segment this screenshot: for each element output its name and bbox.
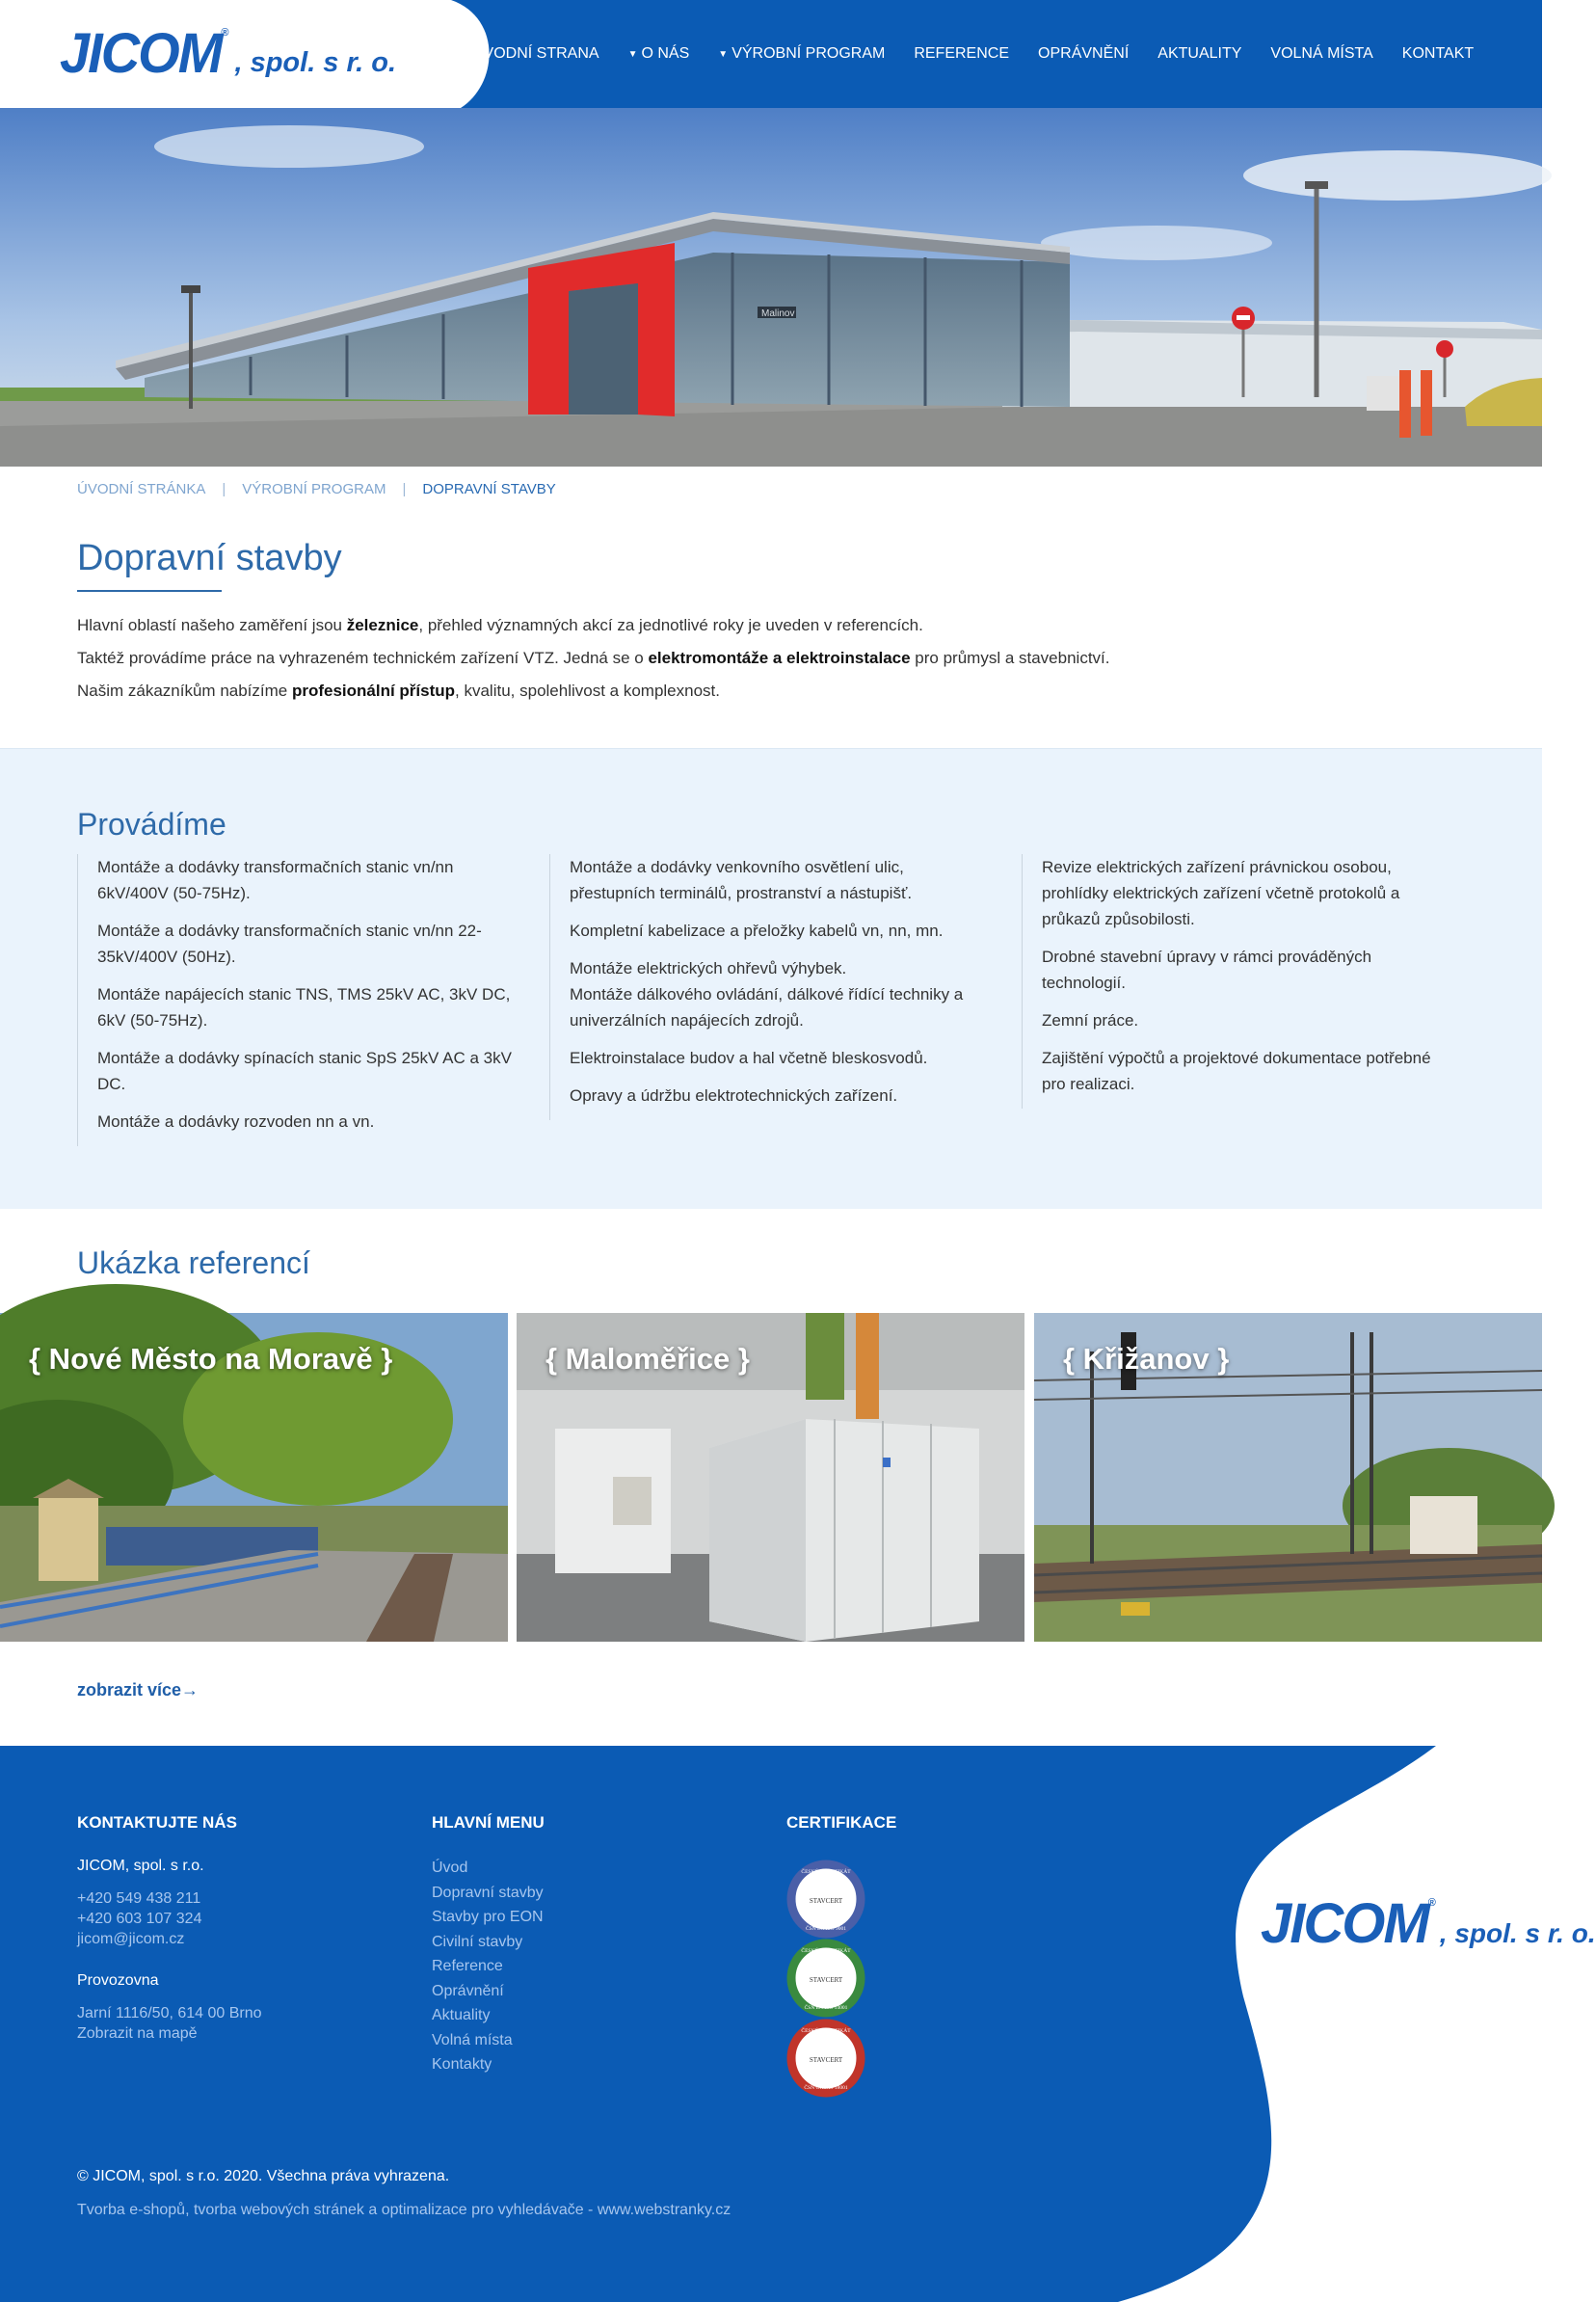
- top-navigation-bar: [0, 0, 1542, 108]
- footer-menu-item[interactable]: Civilní stavby: [432, 1933, 523, 1950]
- svg-text:ČESKÝ CERTIFIKÁT: ČESKÝ CERTIFIKÁT: [801, 2028, 851, 2034]
- service-item: Zemní práce.: [1042, 1011, 1139, 1030]
- title-underline: [77, 590, 222, 592]
- intro-text: [77, 609, 1426, 708]
- service-item: Kompletní kabelizace a přeložky kabelů vn, nn, mn.: [570, 922, 944, 940]
- service-item: Montáže a dodávky venkovního osvětlení ulic, přestupních terminálů, prostranství a nástupišť.: [570, 858, 913, 902]
- footer-email-link[interactable]: jicom@jicom.cz: [77, 1931, 185, 1947]
- services-section: [0, 748, 1542, 1209]
- breadcrumb-vyrobni-program[interactable]: VÝROBNÍ PROGRAM: [242, 481, 386, 497]
- service-item: Montáže a dodávky transformačních stanic vn/nn 6kV/400V (50-75Hz).: [97, 858, 454, 902]
- footer-menu-item[interactable]: Dopravní stavby: [432, 1884, 544, 1901]
- footer-logo: JICOM®, spol. s r. o.: [1261, 1892, 1596, 1955]
- reference-label: { Nové Město na Moravě }: [29, 1342, 393, 1376]
- nav-item-opravneni[interactable]: OPRÁVNĚNÍ: [1038, 45, 1130, 62]
- nav-item-uvodni-strana[interactable]: ÚVODNÍ STRANA: [472, 45, 599, 62]
- services-column-3: [1022, 854, 1475, 1109]
- intro-line: Hlavní oblastí našeho zaměření jsou železnice, přehled významných akcí za jednotlivé roky je uveden v referencích.: [77, 616, 923, 634]
- caret-down-icon: ▼: [718, 48, 729, 60]
- nav-item-vyrobni-program[interactable]: ▼ VÝROBNÍ PROGRAM: [718, 45, 886, 62]
- breadcrumb-separator: |: [402, 481, 407, 497]
- ohsas-18001-cert-badge: [786, 2019, 865, 2098]
- references-title: Ukázka referencí: [77, 1245, 310, 1280]
- page-title: Dopravní stavby: [77, 538, 342, 578]
- main-nav: [472, 0, 1503, 108]
- footer-map-link[interactable]: Zobrazit na mapě: [77, 2025, 198, 2042]
- footer-address: Jarní 1116/50, 614 00 Brno: [77, 2005, 262, 2021]
- reference-card-krizanov[interactable]: [1034, 1313, 1542, 1642]
- footer-menu-item[interactable]: Oprávnění: [432, 1982, 504, 1999]
- service-item: Montáže elektrických ohřevů výhybek. Montáže dálkového ovládání, dálkové řídící techniky a univerzálních napájecích zdrojů.: [570, 959, 964, 1030]
- svg-text:STAVCERT: STAVCERT: [809, 2056, 843, 2064]
- services-column-1: [77, 854, 530, 1146]
- footer-menu-item[interactable]: Aktuality: [432, 2007, 491, 2023]
- footer-menu-heading: HLAVNÍ MENU: [432, 1813, 545, 1832]
- footer-menu-item[interactable]: Úvod: [432, 1860, 468, 1876]
- nav-item-reference[interactable]: REFERENCE: [914, 45, 1010, 62]
- service-item: Montáže napájecích stanic TNS, TMS 25kV AC, 3kV DC, 6kV (50-75Hz).: [97, 985, 511, 1030]
- breadcrumb-home[interactable]: ÚVODNÍ STRÁNKA: [77, 481, 206, 497]
- nav-item-kontakt[interactable]: KONTAKT: [1401, 45, 1475, 62]
- breadcrumb-separator: |: [222, 481, 226, 497]
- service-item: Montáže a dodávky spínacích stanic SpS 25kV AC a 3kV DC.: [97, 1049, 512, 1093]
- breadcrumb-current: DOPRAVNÍ STAVBY: [422, 481, 556, 497]
- svg-text:ČSN OHSAS 18001: ČSN OHSAS 18001: [804, 2085, 848, 2091]
- footer-menu-item[interactable]: Kontakty: [432, 2056, 492, 2073]
- arrow-right-icon: →: [181, 1680, 200, 1700]
- intro-line: Našim zákazníkům nabízíme profesionální přístup, kvalitu, spolehlivost a komplexnost.: [77, 682, 720, 700]
- svg-text:STAVCERT: STAVCERT: [809, 1976, 843, 1984]
- hero-image-station: [0, 108, 1542, 468]
- footer-company-name: JICOM, spol. s r.o.: [77, 1858, 204, 1874]
- nav-item-o-nas[interactable]: ▼ O NÁS: [627, 45, 690, 62]
- copyright-text: © JICOM, spol. s r.o. 2020. Všechna práva vyhrazena.: [77, 2168, 450, 2184]
- reference-card-malomerice[interactable]: [517, 1313, 1024, 1642]
- footer-contact-heading: KONTAKTUJTE NÁS: [77, 1813, 237, 1832]
- footer-phone-1[interactable]: +420 549 438 211: [77, 1890, 201, 1907]
- company-logo[interactable]: JICOM®, spol. s r. o.: [60, 20, 397, 85]
- footer-phone-2[interactable]: +420 603 107 324: [77, 1911, 202, 1927]
- services-title: Provádíme: [77, 807, 226, 842]
- svg-text:STAVCERT: STAVCERT: [809, 1897, 843, 1905]
- service-item: Drobné stavební úpravy v rámci prováděných technologií.: [1042, 948, 1372, 992]
- footer-menu-list: [432, 1856, 544, 2077]
- station-illustration: [0, 108, 1542, 468]
- service-item: Elektroinstalace budov a hal včetně bleskosvodů.: [570, 1049, 928, 1067]
- svg-text:ČSN EN ISO 14001: ČSN EN ISO 14001: [804, 2005, 848, 2011]
- show-more-link[interactable]: zobrazit více→: [77, 1680, 200, 1700]
- footer-certs-heading: CERTIFIKACE: [786, 1813, 897, 1832]
- iso-14001-cert-badge: [786, 1939, 865, 2018]
- footer-branch-heading: Provozovna: [77, 1972, 159, 1989]
- service-item: Zajištění výpočtů a projektové dokumentace potřebné pro realizaci.: [1042, 1049, 1431, 1093]
- nav-item-volna-mista[interactable]: VOLNÁ MÍSTA: [1270, 45, 1373, 62]
- nav-item-aktuality[interactable]: AKTUALITY: [1157, 45, 1242, 62]
- svg-text:ČSN EN ISO 9001: ČSN EN ISO 9001: [805, 1926, 847, 1932]
- reference-label: { Maloměřice }: [545, 1342, 750, 1376]
- reference-label: { Křižanov }: [1063, 1342, 1230, 1376]
- footer-menu-item[interactable]: Volná místa: [432, 2031, 513, 2048]
- footer-menu-item[interactable]: Stavby pro EON: [432, 1909, 544, 1925]
- caret-down-icon: ▼: [627, 48, 638, 60]
- service-item: Opravy a údržbu elektrotechnických zařízení.: [570, 1086, 898, 1105]
- credits-link[interactable]: Tvorba e-shopů, tvorba webových stránek a optimalizace pro vyhledávače - www.webstranky.cz: [77, 2202, 732, 2218]
- service-item: Montáže a dodávky rozvoden nn a vn.: [97, 1112, 375, 1131]
- svg-text:ČESKÝ CERTIFIKÁT: ČESKÝ CERTIFIKÁT: [801, 1869, 851, 1875]
- svg-text:Malinov: Malinov: [761, 308, 795, 319]
- reference-card-nove-mesto[interactable]: [0, 1313, 508, 1642]
- service-item: Montáže a dodávky transformačních stanic vn/nn 22-35kV/400V (50Hz).: [97, 922, 482, 966]
- intro-line: Taktéž provádíme práce na vyhrazeném technickém zařízení VTZ. Jedná se o elektromontáže a elektroinstalace pro průmysl a stavebnictví.: [77, 649, 1110, 667]
- footer-menu-item[interactable]: Reference: [432, 1958, 503, 1974]
- service-item: Revize elektrických zařízení právnickou osobou, prohlídky elektrických zařízení včetně protokolů a průkazů způsobilosti.: [1042, 858, 1400, 928]
- iso-9001-cert-badge: [786, 1860, 865, 1939]
- svg-text:ČESKÝ CERTIFIKÁT: ČESKÝ CERTIFIKÁT: [801, 1948, 851, 1954]
- breadcrumb: [77, 481, 556, 497]
- services-column-2: [549, 854, 1002, 1120]
